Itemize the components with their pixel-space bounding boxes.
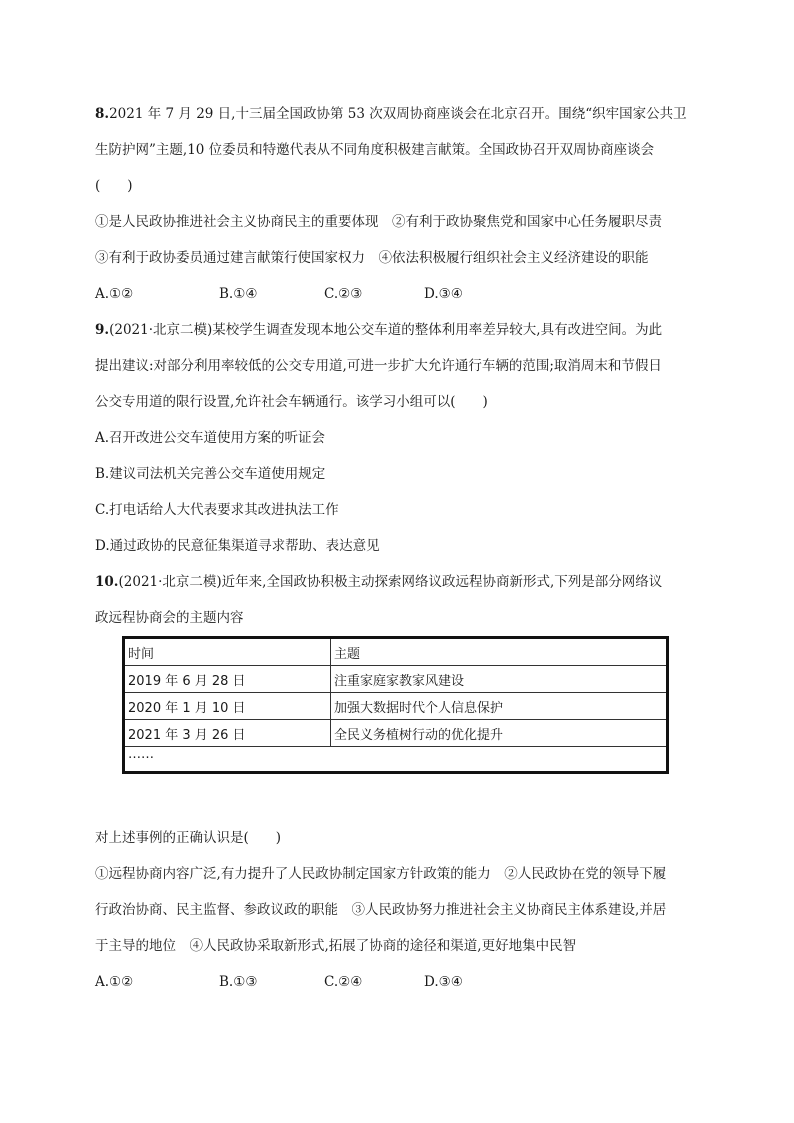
- q8-statement-line-1: ①是人民政协推进社会主义协商民主的重要体现 ②有利于政协聚焦党和国家中心任务履职尽责: [95, 214, 662, 230]
- q10-statement-line-2: 行政治协商、民主监督、参政议政的职能 ③人民政协努力推进社会主义协商民主体系建设,并居: [95, 902, 667, 918]
- q9-option-b[interactable]: B.建议司法机关完善公交车道使用规定: [95, 466, 326, 482]
- q8-option-c[interactable]: C.②③: [324, 286, 363, 302]
- q9-number: 9.: [95, 322, 110, 338]
- q10-stem-line-2: 政远程协商会的主题内容: [95, 610, 244, 626]
- q8-option-b[interactable]: B.①④: [219, 286, 258, 302]
- table-row: [124, 693, 668, 720]
- q10-option-c[interactable]: C.②④: [324, 974, 363, 990]
- table-ellipsis-row: [124, 747, 668, 773]
- q10-stem-line-1: [95, 572, 662, 592]
- q10-option-d[interactable]: D.③④: [424, 974, 463, 990]
- q10-option-a[interactable]: A.①②: [95, 974, 134, 990]
- q10-statement-line-1: ①远程协商内容广泛,有力提升了人民政协制定国家方针政策的能力 ②人民政协在党的领导下履: [95, 866, 667, 882]
- q8-stem-line-2: 生防护网”主题,10 位委员和特邀代表从不同角度积极建言献策。全国政协召开双周协商座谈会: [95, 142, 655, 158]
- q9-option-d[interactable]: D.通过政协的民意征集渠道寻求帮助、表达意见: [95, 538, 380, 554]
- q9-stem-line-1: [95, 320, 662, 340]
- q9-stem-line-3: 公交专用道的限行设置,允许社会车辆通行。该学习小组可以( ): [95, 394, 488, 410]
- table-cell-topic: 加强大数据时代个人信息保护: [331, 693, 668, 720]
- q8-statement-line-2: ③有利于政协委员通过建言献策行使国家权力 ④依法积极履行组织社会主义经济建设的职能: [95, 250, 649, 266]
- q10-number: 10.: [95, 574, 119, 590]
- q8-answer-blank: ( ): [95, 178, 133, 194]
- q9-stem-line-2: 提出建议:对部分利用率较低的公交专用道,可进一步扩大允许通行车辆的范围;取消周末和节假日: [95, 358, 662, 374]
- table-header-row: [124, 638, 668, 666]
- table-cell-topic: 全民义务植树行动的优化提升: [331, 720, 668, 747]
- table-cell-date: 2021 年 3 月 26 日: [124, 720, 331, 747]
- q10-statement-line-3: 于主导的地位 ④人民政协采取新形式,拓展了协商的途径和渠道,更好地集中民智: [95, 938, 577, 954]
- q8-option-d[interactable]: D.③④: [424, 286, 463, 302]
- q8-number: 8.: [95, 106, 110, 122]
- q9-stem-text-1: (2021·北京二模)某校学生调查发现本地公交车道的整体利用率差异较大,具有改进空间。为此: [109, 322, 663, 338]
- table-header-time: 时间: [124, 638, 331, 666]
- q10-option-b[interactable]: B.①③: [219, 974, 258, 990]
- table-ellipsis: ……: [124, 747, 668, 773]
- table-row: [124, 720, 668, 747]
- table-header-topic: 主题: [331, 638, 668, 666]
- q10-question: 对上述事例的正确认识是( ): [95, 830, 282, 846]
- table-cell-date: 2019 年 6 月 28 日: [124, 666, 331, 693]
- q10-stem-text-1: (2021·北京二模)近年来,全国政协积极主动探索网络议政远程协商新形式,下列是部分网络议: [118, 574, 663, 590]
- table-cell-date: 2020 年 1 月 10 日: [124, 693, 331, 720]
- q9-option-c[interactable]: C.打电话给人大代表要求其改进执法工作: [95, 502, 339, 518]
- q10-topic-table: [122, 636, 669, 774]
- table-row: [124, 666, 668, 693]
- q8-stem-line-1: [95, 104, 687, 124]
- q8-stem-text-1: 2021 年 7 月 29 日,十三届全国政协第 53 次双周协商座谈会在北京召开。围绕“织牢国家公共卫: [109, 106, 687, 122]
- table-cell-topic: 注重家庭家教家风建设: [331, 666, 668, 693]
- q9-option-a[interactable]: A.召开改进公交车道使用方案的听证会: [95, 430, 326, 446]
- q8-option-a[interactable]: A.①②: [95, 286, 134, 302]
